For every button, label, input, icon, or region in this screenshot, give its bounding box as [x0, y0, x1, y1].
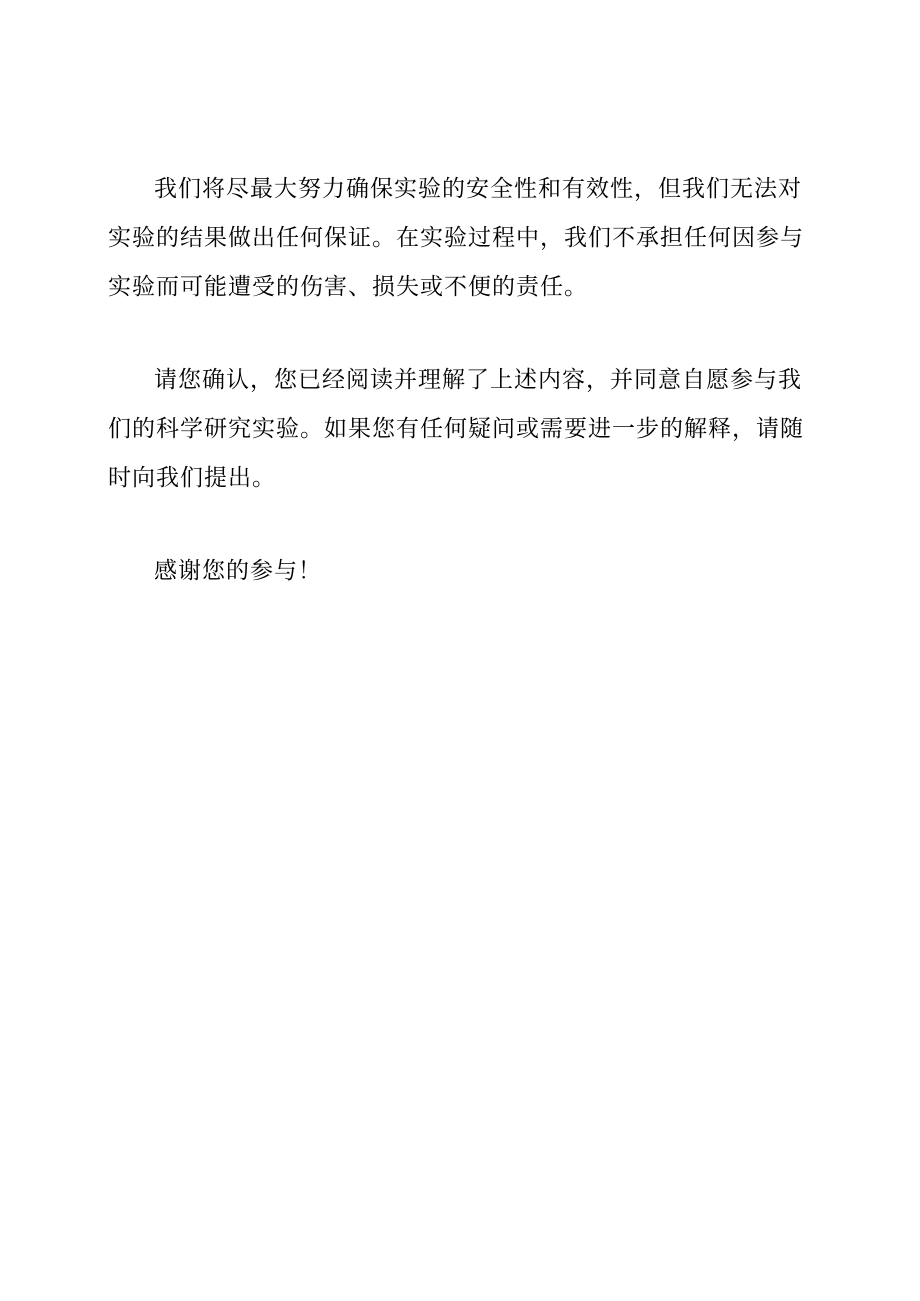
thanks-paragraph: 感谢您的参与！	[154, 558, 322, 584]
disclaimer-paragraph: 我们将尽最大努力确保实验的安全性和有效性，但我们无法对实验的结果做出任何保证。在实验过程中，我们不承担任何因参与实验而可能遭受的伤害、损失或不便的责任。	[108, 176, 804, 300]
consent-paragraph: 请您确认，您已经阅读并理解了上述内容，并同意自愿参与我们的科学研究实验。如果您有任何疑问或需要进一步的解释，请随时向我们提出。	[108, 367, 804, 491]
